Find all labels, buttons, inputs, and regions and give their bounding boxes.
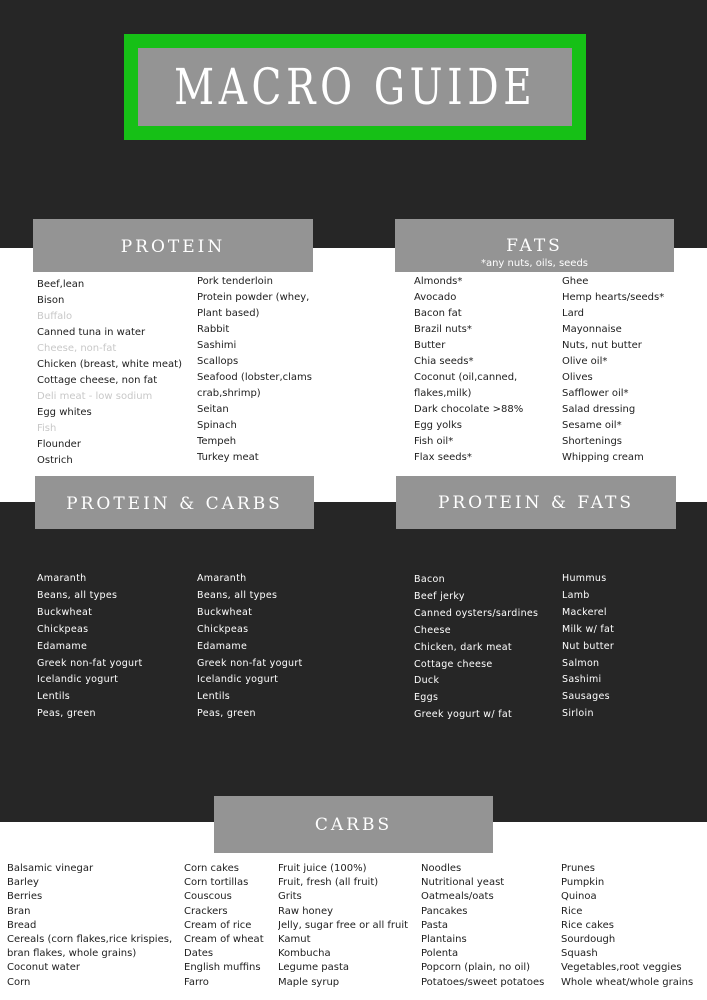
list-item: Sashimi <box>562 674 602 686</box>
list-item: Whipping cream <box>562 452 644 463</box>
protein-carbs-header-label: PROTEIN & CARBS <box>66 494 283 514</box>
list-item: Egg whites <box>37 407 92 418</box>
list-item: Hemp hearts/seeds* <box>562 292 665 303</box>
list-item: Crackers <box>184 905 228 917</box>
protein-list-2 <box>197 274 313 466</box>
list-item: Cereals (corn flakes,rice krispies, <box>7 934 173 946</box>
list-item: Farro <box>184 976 209 988</box>
fats-header <box>395 219 674 272</box>
list-item: Dark chocolate >88% <box>414 404 524 415</box>
list-item: Egg yolks <box>414 420 463 431</box>
list-item: Eggs <box>414 692 439 704</box>
list-item: Cottage cheese <box>414 658 493 670</box>
list-item: Whole wheat/whole grains <box>561 976 694 988</box>
list-item: Avocado <box>414 292 457 303</box>
fats-subheader: *any nuts, oils, seeds <box>480 258 589 269</box>
list-item: Edamame <box>37 640 88 652</box>
carbs-list-1 <box>7 862 183 990</box>
list-item: Butter <box>414 340 446 351</box>
list-item: Plantains <box>421 934 467 946</box>
list-item: Cottage cheese, non fat <box>37 375 158 386</box>
list-item: Hummus <box>562 573 607 584</box>
list-item: Ghee <box>562 276 589 287</box>
list-item: Canned tuna in water <box>37 327 146 338</box>
list-item: Chicken, dark meat <box>414 641 512 653</box>
list-item: Brazil nuts* <box>414 324 472 335</box>
carbs-list-5 <box>561 862 705 990</box>
list-item: Olives <box>562 372 593 383</box>
list-item: Corn <box>7 976 31 988</box>
list-item: Ostrich <box>37 455 73 466</box>
list-item: Milk w/ fat <box>562 623 615 635</box>
list-item: Almonds* <box>414 276 463 287</box>
list-item: Salad dressing <box>562 404 636 415</box>
list-item: Shortenings <box>562 436 622 447</box>
list-item: Icelandic yogurt <box>197 674 279 686</box>
list-item: Flounder <box>37 439 81 450</box>
list-item: Beef jerky <box>414 590 465 602</box>
list-item: Bacon fat <box>414 308 462 319</box>
list-item: Scallops <box>197 356 239 367</box>
list-item: Duck <box>414 675 440 687</box>
list-item: Pumpkin <box>561 877 605 889</box>
list-item: Cream of wheat <box>184 934 264 946</box>
list-item: Sausages <box>562 691 610 703</box>
list-item: Kamut <box>278 934 311 946</box>
list-item: Olive oil* <box>562 356 608 367</box>
list-item: Salmon <box>562 657 600 669</box>
list-item: Fish <box>37 423 57 434</box>
list-item: Fruit juice (100%) <box>278 863 367 874</box>
list-item: Fruit, fresh (all fruit) <box>278 877 379 889</box>
list-item: Peas, green <box>37 708 96 720</box>
list-item: Amaranth <box>197 573 247 584</box>
list-item: Prunes <box>561 863 596 874</box>
protein-fats-header-label: PROTEIN & FATS <box>437 493 635 513</box>
protein-carbs-list-1 <box>37 571 193 723</box>
list-item: Pasta <box>421 919 448 931</box>
carbs-header-label: CARBS <box>314 815 393 835</box>
list-item: Coconut (oil,canned, <box>414 372 518 383</box>
list-item: Beef,lean <box>37 279 85 290</box>
list-item: Coconut water <box>7 962 80 974</box>
title-banner <box>124 34 586 140</box>
list-item: Legume pasta <box>278 962 350 974</box>
list-item: Buffalo <box>37 311 73 322</box>
protein-list-1 <box>37 277 195 469</box>
list-item: Greek non-fat yogurt <box>37 657 143 669</box>
list-item: Protein powder (whey, <box>197 292 310 303</box>
list-item: Buckwheat <box>37 606 93 618</box>
list-item: Bread <box>7 919 37 931</box>
list-item: flakes,milk) <box>414 388 472 399</box>
fats-header-label: FATS <box>506 236 563 256</box>
list-item: Sirloin <box>562 708 594 720</box>
list-item: Dates <box>184 948 214 960</box>
list-item: Fish oil* <box>414 436 454 447</box>
list-item: Pork tenderloin <box>197 276 273 287</box>
list-item: Mackerel <box>562 606 607 618</box>
list-item: crab,shrimp) <box>197 388 261 399</box>
list-item: Rice <box>561 905 583 917</box>
list-item: Rabbit <box>197 324 230 335</box>
list-item: Popcorn (plain, no oil) <box>421 962 531 974</box>
list-item: Buckwheat <box>197 606 253 618</box>
list-item: Edamame <box>197 640 248 652</box>
protein-fats-list-1 <box>414 572 556 724</box>
list-item: Rice cakes <box>561 919 614 931</box>
protein-fats-header <box>396 476 676 529</box>
list-item: Cheese <box>414 624 451 636</box>
list-item: Quinoa <box>561 891 597 903</box>
list-item: Grits <box>278 891 302 903</box>
list-item: Lamb <box>562 589 590 601</box>
list-item: Kombucha <box>278 948 331 960</box>
list-item: Turkey meat <box>197 452 259 463</box>
list-item: Potatoes/sweet potatoes <box>421 976 545 988</box>
title-box <box>138 48 572 126</box>
list-item: Cream of rice <box>184 919 252 931</box>
list-item: Nutritional yeast <box>421 877 505 889</box>
list-item: Canned oysters/sardines <box>414 607 539 619</box>
list-item: Peas, green <box>197 708 256 720</box>
list-item: bran flakes, whole grains) <box>7 948 137 960</box>
list-item: Beans, all types <box>197 589 278 601</box>
list-item: Squash <box>561 948 598 960</box>
list-item: Chicken (breast, white meat) <box>37 359 182 370</box>
list-item: Greek yogurt w/ fat <box>414 709 512 721</box>
page-title: MACRO GUIDE <box>173 58 537 116</box>
list-item: Sourdough <box>561 934 616 946</box>
list-item: Beans, all types <box>37 589 118 601</box>
protein-fats-list-2 <box>562 571 674 723</box>
list-item: Nuts, nut butter <box>562 340 642 351</box>
list-item: Balsamic vinegar <box>7 863 94 874</box>
protein-header <box>33 219 313 272</box>
list-item: Berries <box>7 891 43 903</box>
list-item: Amaranth <box>37 573 87 584</box>
list-item: Cheese, non-fat <box>37 343 117 354</box>
carbs-header <box>214 796 493 853</box>
list-item: English muffins <box>184 962 261 974</box>
fats-list-1 <box>414 274 554 466</box>
list-item: Bison <box>37 295 65 306</box>
fats-list-2 <box>562 274 674 466</box>
list-item: Bran <box>7 905 31 917</box>
list-item: Nut butter <box>562 640 615 652</box>
list-item: Barley <box>7 877 39 889</box>
list-item: Chia seeds* <box>414 356 474 367</box>
list-item: Bacon <box>414 574 445 585</box>
list-item: Couscous <box>184 891 232 903</box>
list-item: Noodles <box>421 863 462 874</box>
protein-header-label: PROTEIN <box>120 237 226 257</box>
carbs-list-3 <box>278 862 420 990</box>
list-item: Lard <box>562 308 584 319</box>
list-item: Mayonnaise <box>562 324 622 335</box>
list-item: Icelandic yogurt <box>37 674 119 686</box>
list-item: Pancakes <box>421 905 468 917</box>
list-item: Deli meat - low sodium <box>37 391 153 402</box>
list-item: Spinach <box>197 420 237 431</box>
list-item: Plant based) <box>197 308 260 319</box>
list-item: Seitan <box>197 404 229 415</box>
list-item: Raw honey <box>278 905 334 917</box>
list-item: Chickpeas <box>197 623 249 635</box>
list-item: Vegetables,root veggies <box>561 962 682 974</box>
list-item: Oatmeals/oats <box>421 891 494 903</box>
list-item: Corn tortillas <box>184 877 249 889</box>
carbs-list-4 <box>421 862 559 990</box>
list-item: Polenta <box>421 948 459 960</box>
list-item: Jelly, sugar free or all fruit <box>278 919 409 931</box>
list-item: Lentils <box>37 691 71 703</box>
carbs-list-2 <box>184 862 276 990</box>
protein-carbs-list-2 <box>197 571 347 723</box>
list-item: Flax seeds* <box>414 452 472 463</box>
list-item: Corn cakes <box>184 863 239 874</box>
list-item: Tempeh <box>197 436 237 447</box>
protein-carbs-header <box>35 476 314 529</box>
list-item: Lentils <box>197 691 231 703</box>
list-item: Sashimi <box>197 340 237 351</box>
list-item: Chickpeas <box>37 623 89 635</box>
list-item: Seafood (lobster,clams <box>197 372 312 383</box>
list-item: Greek non-fat yogurt <box>197 657 303 669</box>
list-item: Maple syrup <box>278 976 340 988</box>
list-item: Safflower oil* <box>562 388 629 399</box>
list-item: Sesame oil* <box>562 420 622 431</box>
